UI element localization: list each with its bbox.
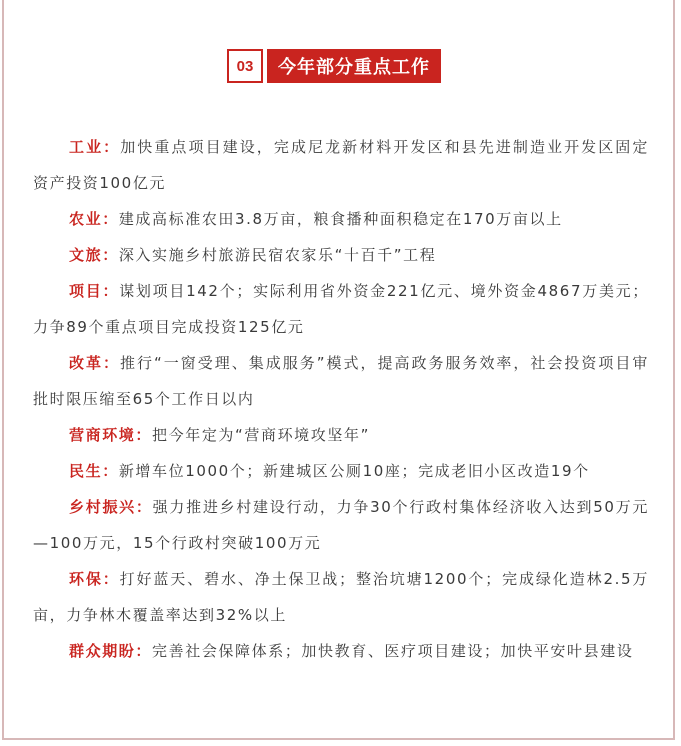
item-text: 打好蓝天、碧水、净土保卫战；整治坑塘1200个；完成绿化造林2.5万亩，力争林木覆盖率达到32%以上	[33, 570, 649, 624]
work-list	[33, 129, 649, 669]
work-item-public-expectations	[33, 633, 649, 669]
item-text: 谋划项目142个；实际利用省外资金221亿元、境外资金4867万美元；力争89个重点项目完成投资125亿元	[33, 282, 649, 336]
item-label: 改革：	[69, 354, 120, 372]
item-text: 把今年定为“营商环境攻坚年”	[152, 426, 370, 444]
item-text: 深入实施乡村旅游民宿农家乐“十百千”工程	[118, 246, 437, 264]
work-item-culture-tourism	[33, 237, 649, 273]
item-label: 群众期盼：	[69, 642, 153, 660]
item-label: 环保：	[69, 570, 120, 588]
item-label: 农业：	[69, 210, 119, 228]
work-item-business-environment	[33, 417, 649, 453]
work-item-environment	[33, 561, 649, 633]
item-label: 营商环境：	[69, 426, 153, 444]
item-label: 项目：	[69, 282, 120, 300]
section-number: 03	[227, 49, 263, 83]
item-text: 推行“一窗受理、集成服务”模式，提高政务服务效率，社会投资项目审批时限压缩至65个工作日以内	[33, 354, 649, 408]
work-item-industry	[33, 129, 649, 201]
item-text: 完善社会保障体系；加快教育、医疗项目建设；加快平安叶县建设	[152, 642, 634, 660]
work-item-projects	[33, 273, 649, 345]
item-label: 工业：	[69, 138, 121, 156]
item-text: 加快重点项目建设，完成尼龙新材料开发区和县先进制造业开发区固定资产投资100亿元	[33, 138, 649, 192]
item-text: 新增车位1000个；新建城区公厕10座；完成老旧小区改造19个	[118, 462, 590, 480]
item-label: 民生：	[69, 462, 119, 480]
work-item-rural-revitalization	[33, 489, 649, 561]
item-label: 乡村振兴：	[69, 498, 153, 516]
item-label: 文旅：	[69, 246, 119, 264]
item-text: 建成高标准农田3.8万亩，粮食播种面积稳定在170万亩以上	[118, 210, 563, 228]
item-text: 强力推进乡村建设行动，力争30个行政村集体经济收入达到50万元—100万元，15个行政村突破100万元	[33, 498, 649, 552]
work-item-livelihood	[33, 453, 649, 489]
section-title: 今年部分重点工作	[267, 49, 441, 83]
work-item-agriculture	[33, 201, 649, 237]
work-item-reform	[33, 345, 649, 417]
section-heading	[227, 49, 441, 83]
